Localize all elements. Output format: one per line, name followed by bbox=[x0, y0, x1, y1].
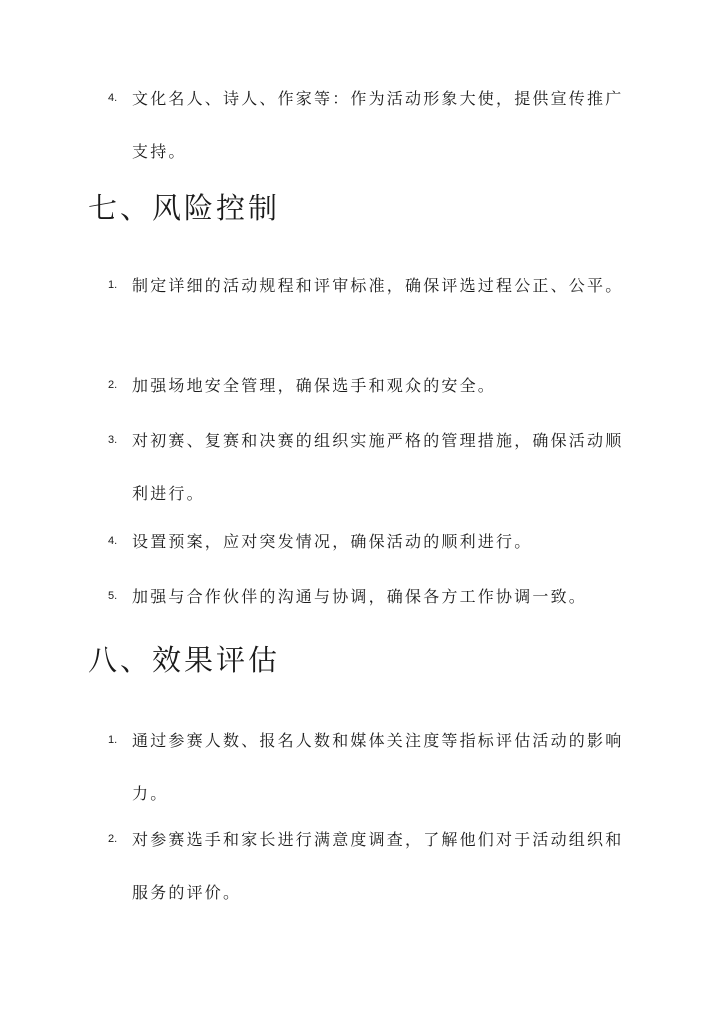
list-item bbox=[108, 414, 628, 520]
list-item bbox=[108, 813, 628, 919]
section-heading-effect-evaluation: 八、效果评估 bbox=[88, 643, 281, 677]
list-text: 文化名人、诗人、作家等：作为活动形象大使，提供宣传推广支持。 bbox=[132, 89, 624, 161]
list-item bbox=[108, 714, 628, 820]
list-text: 制定详细的活动规程和评审标准，确保评选过程公正、公平。 bbox=[132, 276, 624, 295]
list-item bbox=[108, 359, 628, 412]
list-item bbox=[108, 570, 628, 623]
list-number: 1. bbox=[108, 734, 118, 746]
section-heading-risk-control: 七、风险控制 bbox=[88, 191, 281, 225]
list-item bbox=[108, 515, 628, 568]
list-number: 3. bbox=[108, 434, 118, 446]
list-number: 2. bbox=[108, 833, 118, 845]
list-number: 4. bbox=[108, 92, 118, 104]
list-text: 对参赛选手和家长进行满意度调查，了解他们对于活动组织和服务的评价。 bbox=[132, 830, 624, 902]
list-text: 通过参赛人数、报名人数和媒体关注度等指标评估活动的影响力。 bbox=[132, 731, 624, 803]
list-text: 加强场地安全管理，确保选手和观众的安全。 bbox=[132, 376, 497, 395]
list-number: 5. bbox=[108, 590, 118, 602]
list-number: 2. bbox=[108, 379, 118, 391]
list-item bbox=[108, 259, 628, 312]
list-text: 设置预案，应对突发情况，确保活动的顺利进行。 bbox=[132, 532, 533, 551]
list-text: 加强与合作伙伴的沟通与协调，确保各方工作协调一致。 bbox=[132, 587, 588, 606]
list-number: 4. bbox=[108, 535, 118, 547]
list-text: 对初赛、复赛和决赛的组织实施严格的管理措施，确保活动顺利进行。 bbox=[132, 431, 624, 503]
list-item bbox=[108, 72, 628, 178]
list-number: 1. bbox=[108, 279, 118, 291]
